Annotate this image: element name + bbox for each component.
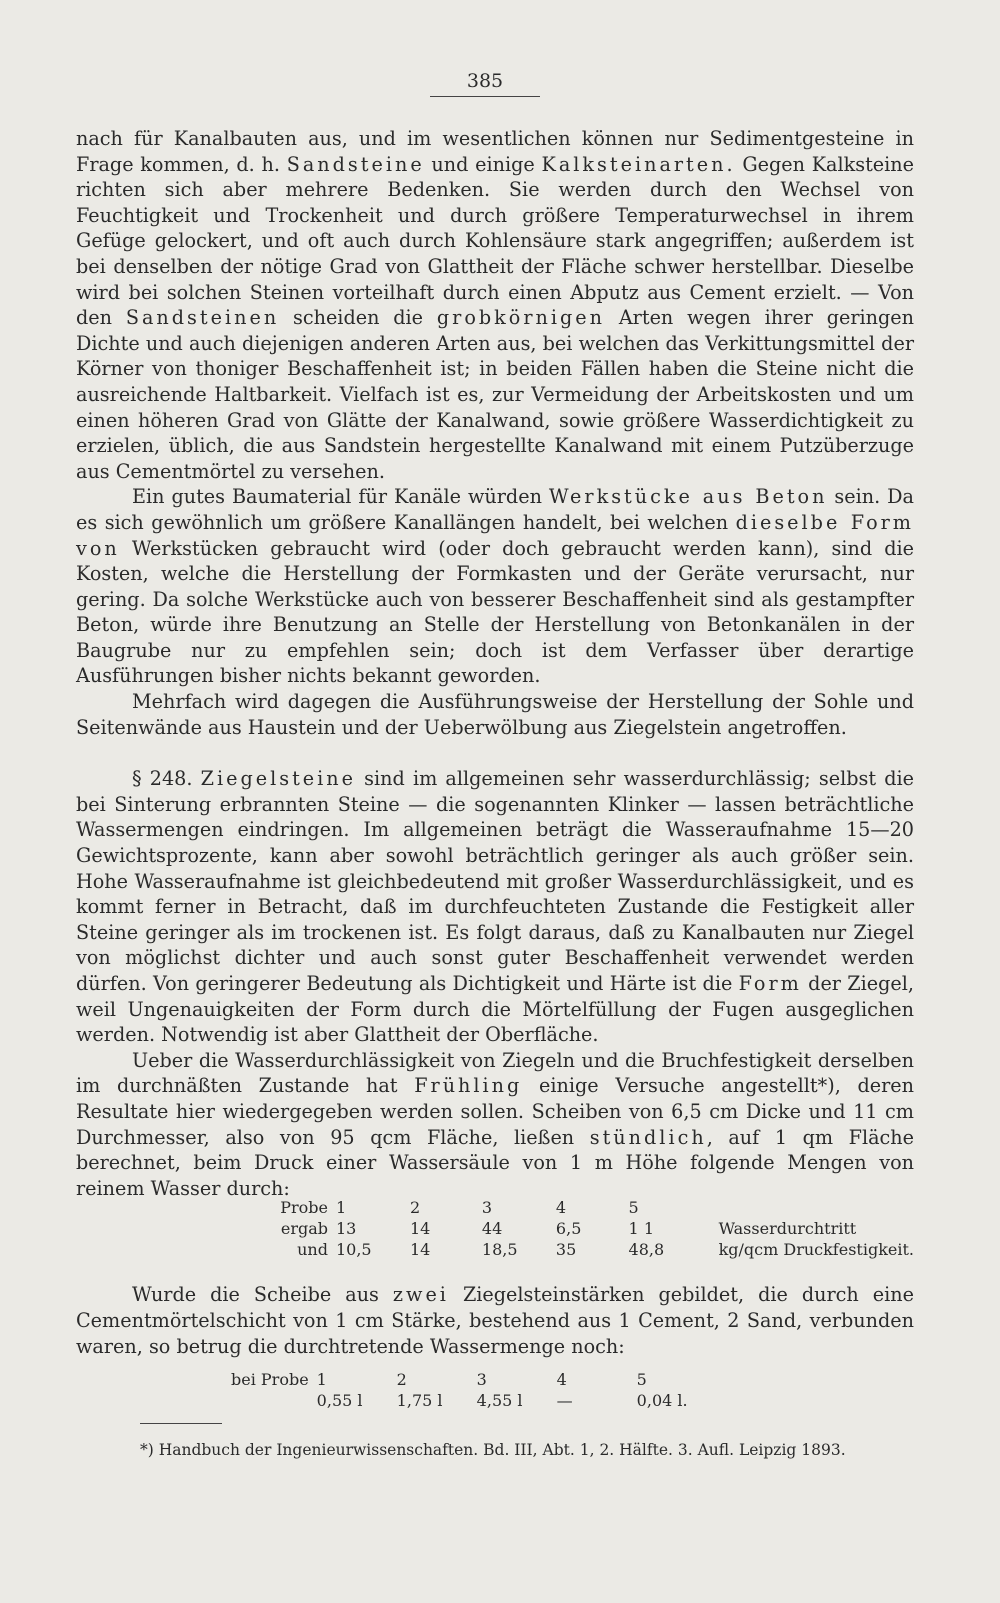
page-number: 385 xyxy=(430,70,540,97)
paragraph-sediment: nach für Kanalbauten aus, und im wesentlichen können nur Sedimentgesteine in Frage kommen, d. h. Sandsteine und einige Kalksteinarten. Gegen Kalksteine richten sich aber mehrere Bedenken. Sie werden durch den Wechsel von Feuchtigkeit und Trockenheit und durch größere Temperaturwechsel in ihrem Gefüge gelockert, und oft auch durch Kohlensäure stark angegriffen; außerdem ist bei denselben der nötige Grad von Glattheit der Fläche schwer herstellbar. Dieselbe wird bei solchen Steinen vorteilhaft durch einen Abputz aus Cement erzielt. — Von den Sandsteinen scheiden die grobkörnigen Arten wegen ihrer geringen Dichte und auch diejenigen anderen Arten aus, bei welchen das Verkittungsmittel der Körner von thoniger Beschaffenheit ist; in beiden Fällen haben die Steine nicht die ausreichende Haltbarkeit. Vielfach ist es, zur Vermeidung der Arbeitskosten und um einen höheren Grad von Glätte der Kanalwand, sowie größere Wasserdichtigkeit zu erzielen, üblich, die aus Sandstein hergestellte Kanalwand mit einem Putzüberzuge aus Cementmörtel zu versehen. xyxy=(76,127,915,483)
section-number: § 248. xyxy=(132,767,193,791)
paragraph-haustein: Mehrfach wird dagegen die Ausführungsweise der Herstellung der Sohle und Seitenwände aus Haustein und der Ueberwölbung aus Ziegelstein angetroffen. xyxy=(76,690,914,739)
paragraph-fruehling: Ueber die Wasserdurchlässigkeit von Ziegeln und die Bruchfestigkeit derselben im durchnäßten Zustande hat Frühling einige Versuche angestellt*), deren Resultate hier wiedergegeben werden sollen. Scheiben von 6,5 cm Dicke und 11 cm Durchmesser, also von 95 qcm Fläche, ließen stündlich, auf 1 qm Fläche berechnet, beim Druck einer Wassersäule von 1 m Höhe folgende Mengen von reinem Wasser durch: xyxy=(76,1048,914,1200)
results-table xyxy=(261,1197,914,1260)
table-row: 0,55 l 1,75 l 4,55 l — 0,04 l. xyxy=(316,1391,688,1411)
paragraph-section-248: § 248. Ziegelsteine sind im allgemeinen sehr wasserdurchlässig; selbst die bei Sinterung erbrannten Steine — die sogenannten Klinker — lassen beträchtliche Wassermengen eindringen. Im allgemeinen beträgt die Wasseraufnahme 15—20 Gewichtsprozente, kann aber sowohl beträchtlich geringer als auch größer sein. Hohe Wasseraufnahme ist gleichbedeutend mit großer Wasserdurchlässigkeit, und es kommt ferner in Betracht, daß im durchfeuchteten Zustande die Festigkeit aller Steine geringer als im trockenen ist. Es folgt daraus, daß zu Kanalbauten nur Ziegel von möglichst dichter und auch sonst guter Beschaffenheit verwendet werden dürfen. Von geringerer Bedeutung als Dichtigkeit und Härte ist die Form der Ziegel, weil Ungenauigkeiten der Form durch die Mörtelfüllung der Fugen ausgeglichen werden. Notwendig ist aber Glattheit der Oberfläche. xyxy=(76,767,914,1047)
footnote-divider xyxy=(140,1423,222,1424)
table-row: und 10,5 14 18,5 35 48,8 kg/qcm Druckfestigkeit. xyxy=(297,1240,914,1260)
paragraph-two-layers: Wurde die Scheibe aus zwei Ziegelsteinstärken gebildet, die durch eine Cementmörtelschicht von 1 cm Stärke, bestehend aus 1 Cement, 2 Sand, verbunden waren, so betrug die durchtretende Wassermenge noch: xyxy=(76,1283,914,1358)
table-row: ergab 13 14 44 6,5 1 1 Wasserdurchtritt xyxy=(280,1219,857,1239)
table-row: bei Probe 1 2 3 4 5 xyxy=(231,1370,647,1390)
paragraph-beton: Ein gutes Baumaterial für Kanäle würden Werkstücke aus Beton sein. Da es sich gewöhnlich um größere Kanallängen handelt, bei welchen dieselbe Form von Werkstücken gebraucht wird (oder doch gebraucht werden kann), sind die Kosten, welche die Herstellung der Formkasten und der Geräte verursacht, nur gering. Da solche Werkstücke auch von besserer Beschaffenheit sind als gestampfter Beton, würde ihre Benutzung an Stelle der Herstellung von Betonkanälen in der Baugrube nur zu empfehlen sein; doch ist dem Verfasser über derartige Ausführungen bisher nichts bekannt geworden. xyxy=(76,485,914,688)
water-table xyxy=(231,1369,717,1411)
table-row: Probe 1 2 3 4 5 xyxy=(280,1198,639,1218)
page-body xyxy=(76,126,914,1411)
footnote: *) Handbuch der Ingenieurwissenschaften. Bd. III, Abt. 1, 2. Hälfte. 3. Aufl. Leipzig 1893. xyxy=(140,1441,846,1459)
